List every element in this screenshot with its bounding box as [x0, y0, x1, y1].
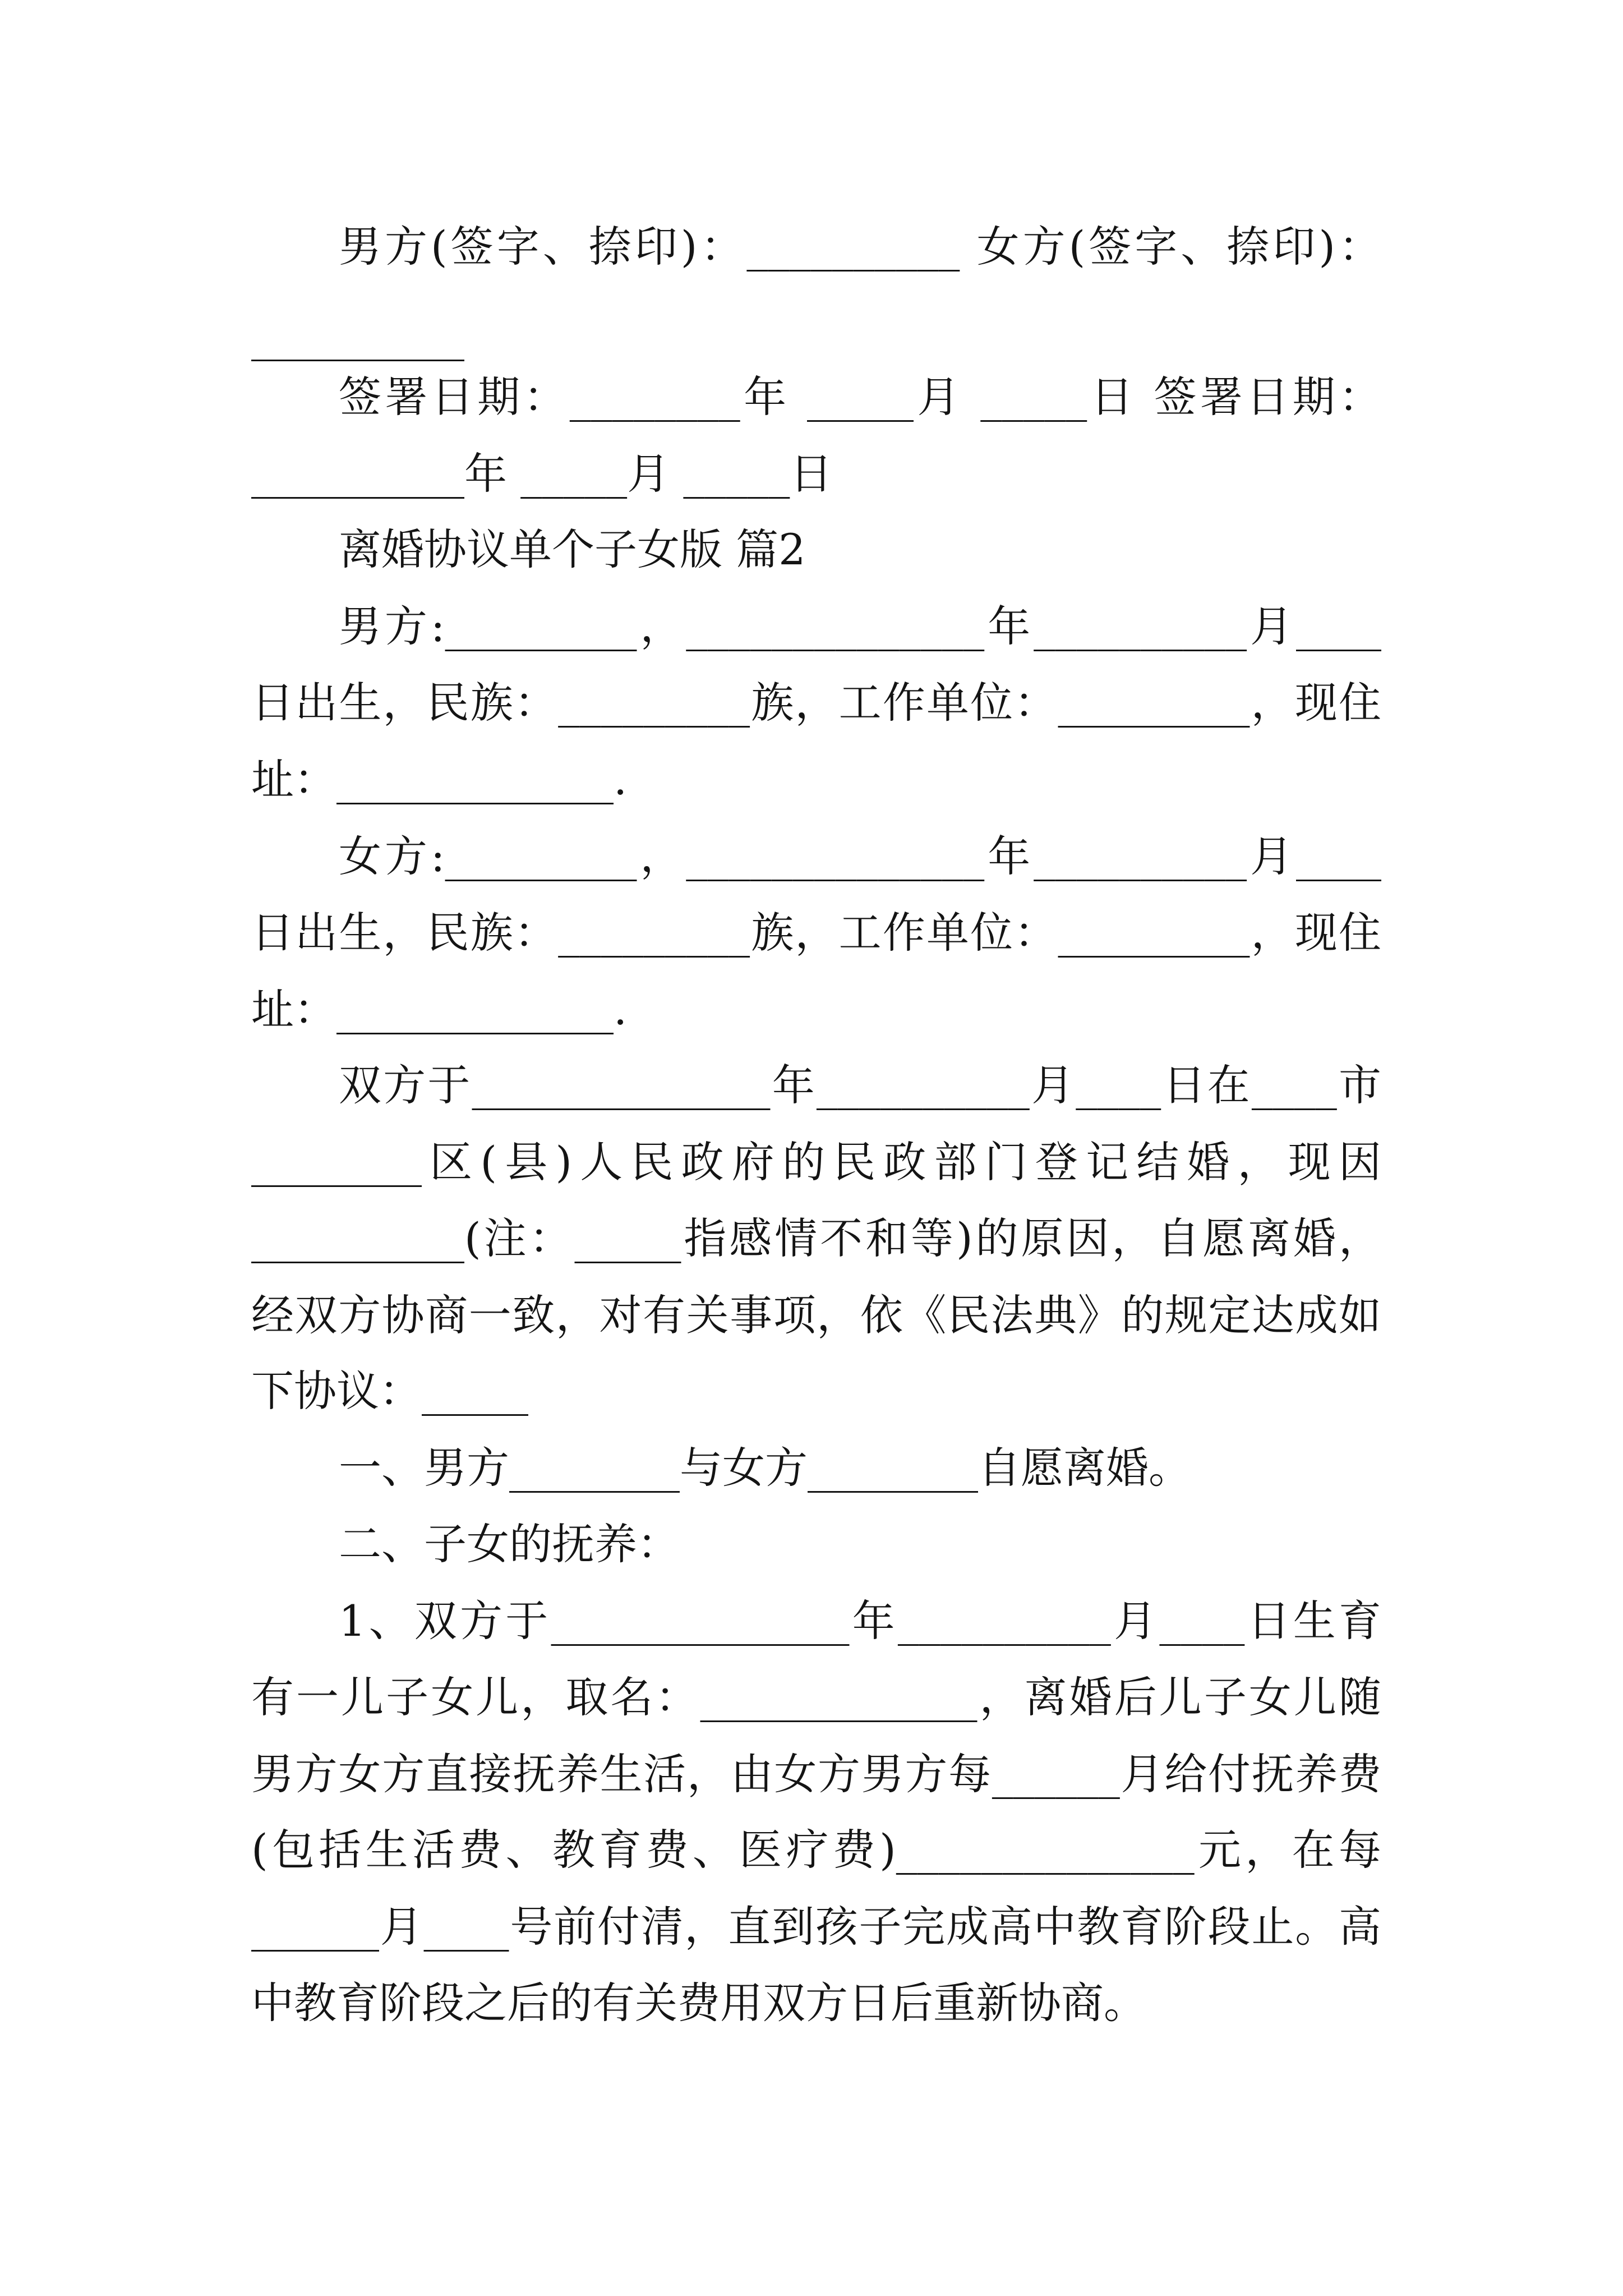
signing-date-line: 签署日期：________年 _____月 _____日 签署日期： [339, 372, 1381, 422]
agreement-basis-line: 经双方协商一致，对有关事项，依《民法典》的规定达成如 [251, 1290, 1381, 1340]
clause-one-line: 一、男方________与女方________自愿离婚。 [339, 1443, 1191, 1493]
child-birth-line: 1、双方于______________年__________月____日生育 [339, 1596, 1381, 1646]
agreement-intro-line: 下协议：_____ [251, 1366, 528, 1416]
child-support-amount-line: (包括生活费、教育费、医疗费)______________元，在每 [251, 1825, 1381, 1875]
female-party-line: 女方:_________，______________年__________月____ [339, 831, 1381, 881]
child-support-line: 男方女方直接抚养生活，由女方男方每______月给付抚养费 [251, 1749, 1381, 1799]
female-party-address-line: 址：_____________. [251, 984, 628, 1034]
child-name-line: 有一儿子女儿，取名：_____________，离婚后儿子女儿随 [251, 1672, 1381, 1722]
clause-two-heading: 二、子女的抚养： [339, 1519, 680, 1569]
later-expenses-line: 中教育阶段之后的有关费用双方日后重新协商。 [251, 1978, 1146, 2028]
marriage-registration-continued-line: ________区(县)人民政府的民政部门登记结婚，现因 [251, 1137, 1381, 1187]
signature-blank-line: __________ [251, 311, 464, 361]
female-party-details-line: 日出生，民族：_________族，工作单位：_________，现住 [251, 908, 1381, 958]
male-party-line: 男方:_________，______________年__________月____ [339, 601, 1381, 651]
male-party-address-line: 址：_____________. [251, 754, 628, 804]
payment-deadline-line: ______月____号前付清，直到孩子完成高中教育阶段止。高 [251, 1902, 1381, 1952]
signature-line: 男方(签字、捺印)：__________ 女方(签字、捺印)： [339, 222, 1381, 272]
section-heading: 离婚协议单个子女版 篇2 [339, 524, 806, 574]
male-party-details-line: 日出生，民族：_________族，工作单位：_________，现住 [251, 678, 1381, 728]
divorce-reason-line: __________(注：_____指感情不和等)的原因，自愿离婚， [251, 1213, 1381, 1263]
signing-date-continued-line: __________年 _____月 _____日 [251, 449, 833, 499]
marriage-registration-line: 双方于______________年__________月____日在____市 [339, 1060, 1381, 1110]
